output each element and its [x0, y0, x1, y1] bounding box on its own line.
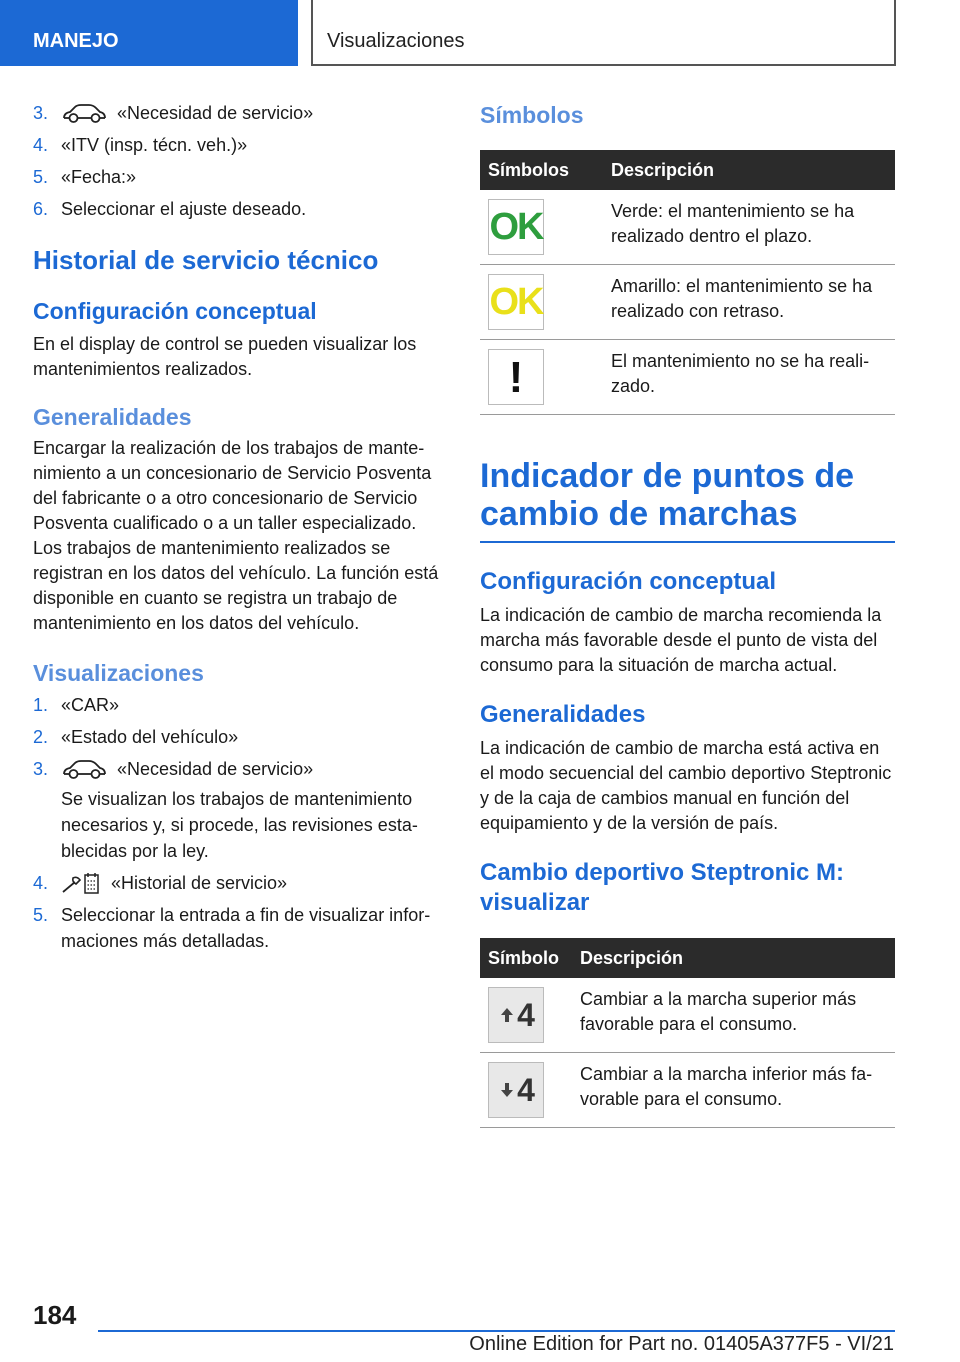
views-heading: Visualizaciones [33, 660, 204, 686]
table-header: Descripción [603, 150, 895, 190]
section-tab [0, 0, 298, 66]
gear-table [480, 938, 895, 1128]
shift-indicator-heading: Indicador de puntos de cambio de marchas [480, 457, 895, 543]
step-note: Se visualizan los trabajos de mantenimiento necesarios y, si procede, las revisiones establecidas por la ley. [61, 789, 418, 861]
top-steps [33, 100, 443, 222]
list-item: 4. «ITV (insp. técn. veh.)» [33, 135, 248, 155]
gear-down-icon: 4 [488, 1062, 544, 1118]
symbol-description: El mantenimiento no se ha realizado. [603, 340, 895, 415]
table-header: Descripción [572, 938, 895, 978]
table-row [480, 190, 895, 265]
history-heading: Historial de servicio técnico [33, 245, 379, 275]
table-row [480, 265, 895, 340]
table-header: Símbolo [480, 938, 572, 978]
ok-yellow-icon: OK [488, 274, 544, 330]
edition-text: Online Edition for Part no. 01405A377F5 - VI/21 [469, 1333, 894, 1355]
service-history-icon [61, 872, 101, 896]
view-steps [33, 692, 443, 954]
symbols-table [480, 150, 895, 415]
general-heading: Generalidades [33, 404, 192, 430]
right-column [480, 100, 895, 1128]
concept-heading: Configuración conceptual [480, 568, 777, 595]
general-text: Encargar la realización de los trabajos de mantenimiento a un concesionario de Servicio Posventa del fabricante o a otro concesionario de Servicio Posventa cualificado o a un taller especializado. Los trabajos de mantenimiento realizados se registran en los datos del vehículo. La función está disponible en cuanto se registra un trabajo de mantenimiento en los datos del vehículo. [33, 438, 439, 633]
general-heading: Generalidades [480, 701, 646, 728]
list-item: 1. «CAR» [33, 695, 120, 715]
table-header: Símbolos [480, 150, 603, 190]
left-column [33, 100, 443, 960]
car-icon [61, 104, 107, 124]
symbol-description: Verde: el mantenimiento se ha realizado dentro el plazo. [603, 190, 895, 265]
list-item: 5. «Fecha:» [33, 167, 137, 187]
symbol-description: Amarillo: el mantenimiento se ha realizado con retraso. [603, 265, 895, 340]
exclamation-icon: ! [488, 349, 544, 405]
concept-heading: Configuración conceptual [33, 298, 317, 324]
car-icon [61, 760, 107, 780]
chapter-label: Visualizaciones [327, 30, 465, 52]
concept-text: En el display de control se pueden visualizar los mantenimientos realizados. [33, 334, 417, 379]
list-item: 6. Seleccionar el ajuste deseado. [33, 199, 307, 219]
list-item: 5. Seleccionar la entrada a fin de visualizar informaciones más detalladas. [33, 905, 431, 952]
table-row [480, 978, 895, 1053]
steptronic-heading: Cambio deportivo Steptronic M: visualizar [480, 859, 845, 916]
arrow-down-icon [497, 1080, 517, 1100]
chapter-tab [311, 0, 896, 66]
gear-description: Cambiar a la marcha inferior más favorable para el consumo. [572, 1053, 895, 1128]
gear-description: Cambiar a la marcha superior más favorable para el consumo. [572, 978, 895, 1053]
list-item: 4. «Historial de servicio» [33, 870, 443, 896]
table-row [480, 1053, 895, 1128]
list-item: 2. «Estado del vehículo» [33, 727, 239, 747]
arrow-up-icon [497, 1005, 517, 1025]
ok-green-icon: OK [488, 199, 544, 255]
section-label: MANEJO [33, 30, 119, 52]
list-item: 3. «Necesidad de servicio» Se visualizan los trabajos de mantenimiento necesarios y, si procede, las revisiones establecidas por la ley. [33, 756, 443, 864]
symbols-heading: Símbolos [480, 102, 584, 128]
table-row [480, 340, 895, 415]
concept-text: La indicación de cambio de marcha recomienda la marcha más favorable desde el punto de vista del consumo para la situación de marcha actual. [480, 605, 882, 675]
gear-up-icon: 4 [488, 987, 544, 1043]
general-text: La indicación de cambio de marcha está activa en el modo secuencial del cambio deportivo Steptronic y de la caja de cambios manual en función del equipamiento y de la versión de país. [480, 738, 892, 833]
page-number: 184 [33, 1300, 77, 1330]
footer-divider [98, 1330, 895, 1332]
list-item: 3. «Necesidad de servicio» [33, 103, 314, 123]
